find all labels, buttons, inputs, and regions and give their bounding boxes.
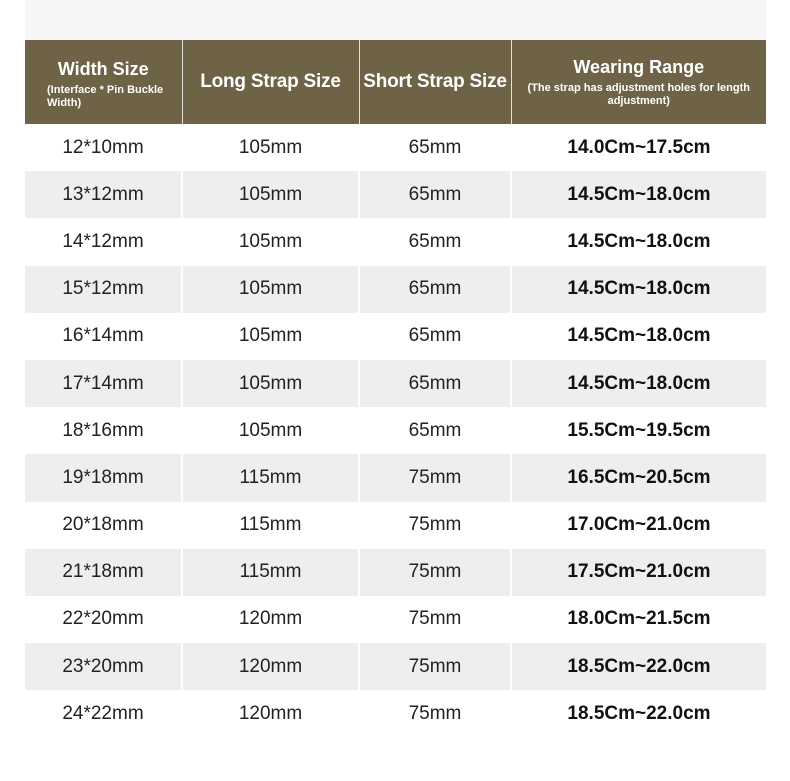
cell-long: 105mm (182, 407, 359, 454)
cell-short: 75mm (359, 502, 511, 549)
header-short-strap-label: Short Strap Size (363, 71, 507, 92)
cell-width: 14*12mm (25, 218, 182, 265)
cell-short: 75mm (359, 454, 511, 501)
cell-range: 14.5Cm~18.0cm (511, 266, 766, 313)
cell-width: 12*10mm (25, 124, 182, 171)
cell-range: 14.5Cm~18.0cm (511, 360, 766, 407)
cell-width: 15*12mm (25, 266, 182, 313)
cell-range: 14.5Cm~18.0cm (567, 325, 711, 347)
cell-long: 115mm (182, 549, 359, 596)
cell-range: 18.0Cm~21.5cm (567, 608, 711, 630)
table-row (25, 643, 766, 690)
cell-short: 65mm (359, 313, 511, 360)
table-row (25, 171, 766, 218)
header-wearing-range-label: Wearing Range (573, 57, 705, 77)
cell-width: 23*20mm (25, 643, 182, 690)
cell-short: 65mm (359, 124, 511, 171)
cell-long: 105mm (182, 266, 359, 313)
cell-short: 65mm (359, 360, 511, 407)
cell-short: 75mm (359, 690, 511, 737)
table-row (25, 549, 766, 596)
cell-width: 24*22mm (25, 690, 182, 737)
cell-short: 65mm (359, 171, 511, 218)
cell-long: 105mm (182, 218, 359, 265)
table-row (25, 690, 766, 737)
table-row (25, 596, 766, 643)
table-row (25, 407, 766, 454)
table-row (25, 218, 766, 265)
cell-range: 17.0Cm~21.0cm (567, 514, 711, 536)
cell-long: 120mm (182, 596, 359, 643)
cell-width: 13*12mm (25, 171, 182, 218)
cell-range: 18.5Cm~22.0cm (567, 702, 711, 724)
size-chart-table (25, 40, 766, 737)
cell-long: 105mm (182, 360, 359, 407)
cell-range: 17.5Cm~21.0cm (511, 549, 766, 596)
table-row (25, 502, 766, 549)
header-wearing-range (511, 40, 766, 124)
cell-range: 15.5Cm~19.5cm (567, 419, 711, 441)
cell-short: 65mm (359, 407, 511, 454)
cell-long: 115mm (182, 502, 359, 549)
table-row (25, 266, 766, 313)
cell-range: 14.5Cm~18.0cm (567, 230, 711, 252)
cell-short: 75mm (359, 596, 511, 643)
cell-short: 65mm (359, 266, 511, 313)
header-long-strap-label: Long Strap Size (200, 71, 341, 92)
cell-range: 14.0Cm~17.5cm (567, 136, 711, 158)
header-width-size-note: (Interface * Pin Buckle Width) (47, 84, 164, 109)
table-row (25, 124, 766, 171)
table-body (25, 124, 766, 737)
cell-short: 75mm (359, 549, 511, 596)
header-row (25, 40, 766, 124)
top-band (25, 0, 766, 40)
cell-width: 21*18mm (25, 549, 182, 596)
cell-width: 20*18mm (25, 502, 182, 549)
cell-range: 16.5Cm~20.5cm (511, 454, 766, 501)
header-short-strap (359, 40, 511, 124)
cell-short: 75mm (359, 643, 511, 690)
header-width-size (25, 40, 182, 124)
cell-width: 16*14mm (25, 313, 182, 360)
cell-long: 115mm (182, 454, 359, 501)
cell-long: 105mm (182, 124, 359, 171)
table-row (25, 454, 766, 501)
table-row (25, 313, 766, 360)
cell-long: 120mm (182, 643, 359, 690)
table-row (25, 360, 766, 407)
cell-long: 105mm (182, 313, 359, 360)
cell-width: 19*18mm (25, 454, 182, 501)
cell-short: 65mm (359, 218, 511, 265)
cell-width: 22*20mm (25, 596, 182, 643)
table-header (25, 40, 766, 124)
cell-long: 105mm (182, 171, 359, 218)
header-wearing-range-note: (The strap has adjustment holes for length adjustment) (527, 82, 750, 107)
header-width-size-label: Width Size (57, 59, 149, 79)
cell-long: 120mm (182, 690, 359, 737)
cell-width: 18*16mm (25, 407, 182, 454)
cell-range: 14.5Cm~18.0cm (511, 171, 766, 218)
header-long-strap (182, 40, 359, 124)
cell-width: 17*14mm (25, 360, 182, 407)
cell-range: 18.5Cm~22.0cm (511, 643, 766, 690)
